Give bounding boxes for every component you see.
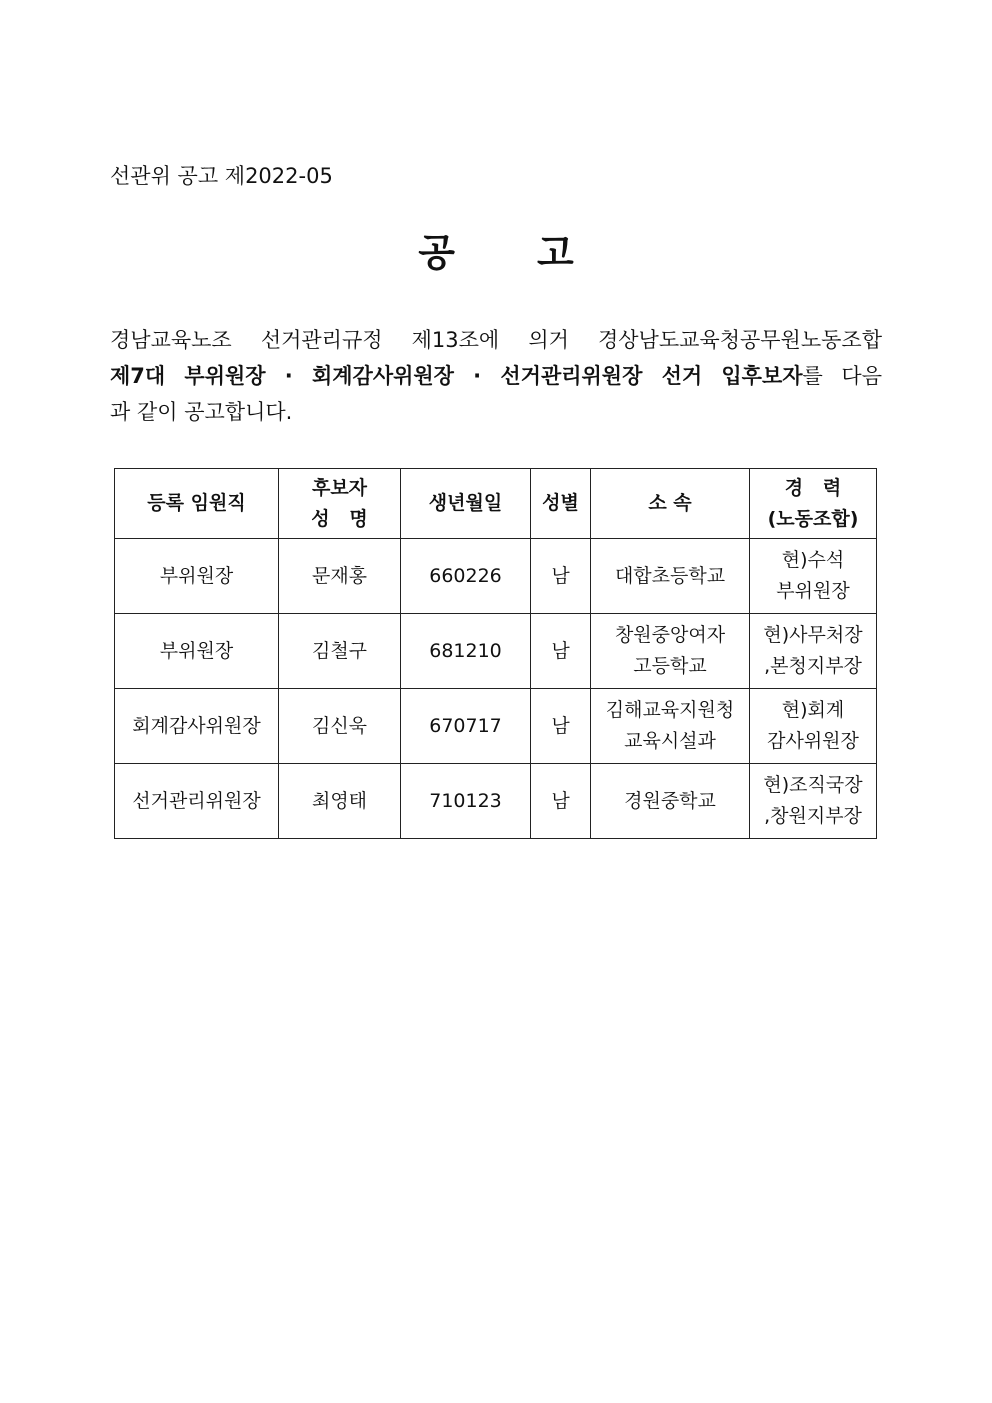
cell-affiliation (591, 614, 750, 689)
document-title (0, 222, 992, 277)
title-char-2: 고 (537, 231, 574, 275)
cell-birth: 670717 (401, 689, 531, 764)
affiliation-line: 김해교육지원청 (605, 699, 735, 721)
cell-gender: 남 (531, 764, 591, 839)
cell-name: 김철구 (279, 614, 401, 689)
header-affiliation: 소 속 (591, 469, 750, 539)
cell-position: 회계감사위원장 (115, 689, 279, 764)
cell-affiliation (591, 539, 750, 614)
table-row (115, 764, 877, 839)
table-row (115, 614, 877, 689)
cell-birth: 681210 (401, 614, 531, 689)
cell-gender: 남 (531, 539, 591, 614)
cell-affiliation (591, 764, 750, 839)
career-line: 현)수석 (781, 549, 845, 571)
cell-position: 부위원장 (115, 539, 279, 614)
body-line-2-tail: 를 다음 (802, 364, 882, 388)
body-line-3: 과 같이 공고합니다. (110, 400, 293, 424)
cell-birth: 660226 (401, 539, 531, 614)
cell-position: 선거관리위원장 (115, 764, 279, 839)
cell-gender: 남 (531, 689, 591, 764)
cell-name: 최영태 (279, 764, 401, 839)
career-line: 현)사무처장 (763, 624, 863, 646)
affiliation-line: 대합초등학교 (614, 564, 726, 587)
cell-career (750, 764, 877, 839)
title-char-1: 공 (418, 231, 455, 275)
body-line-2-bold: 제7대 부위원장 · 회계감사위원장 · 선거관리위원장 선거 입후보자 (110, 364, 803, 388)
career-line: 부위원장 (776, 580, 850, 602)
header-name-line-2: 성 명 (311, 507, 368, 530)
announcement-body (110, 322, 882, 430)
cell-position: 부위원장 (115, 614, 279, 689)
header-position: 등록 임원직 (115, 469, 279, 539)
header-birth: 생년월일 (401, 469, 531, 539)
cell-birth: 710123 (401, 764, 531, 839)
career-line: 현)회계 (781, 699, 845, 721)
cell-career (750, 689, 877, 764)
career-line: ,창원지부장 (764, 805, 862, 827)
career-line: ,본청지부장 (764, 655, 862, 677)
table-row (115, 539, 877, 614)
body-line-1: 경남교육노조 선거관리규정 제13조에 의거 경상남도교육청공무원노동조합 (110, 328, 882, 352)
cell-name: 문재홍 (279, 539, 401, 614)
table-row (115, 689, 877, 764)
cell-career (750, 539, 877, 614)
career-line: 현)조직국장 (763, 774, 863, 796)
affiliation-line: 경원중학교 (624, 789, 716, 812)
cell-affiliation (591, 689, 750, 764)
career-line: 감사위원장 (767, 730, 859, 752)
header-career (750, 469, 877, 539)
affiliation-line: 고등학교 (633, 655, 707, 677)
header-career-line-1: 경 력 (784, 476, 842, 499)
table-header-row (115, 469, 877, 539)
notice-number: 선관위 공고 제2022-05 (110, 164, 333, 188)
cell-gender: 남 (531, 614, 591, 689)
affiliation-line: 창원중앙여자 (614, 624, 726, 646)
candidates-table (114, 468, 877, 839)
header-candidate-name (279, 469, 401, 539)
body-line-2 (110, 358, 882, 394)
cell-career (750, 614, 877, 689)
affiliation-line: 교육시설과 (624, 730, 716, 752)
header-gender: 성별 (531, 469, 591, 539)
header-career-line-2: (노동조합) (767, 507, 859, 530)
header-name-line-1: 후보자 (311, 476, 368, 499)
cell-name: 김신욱 (279, 689, 401, 764)
